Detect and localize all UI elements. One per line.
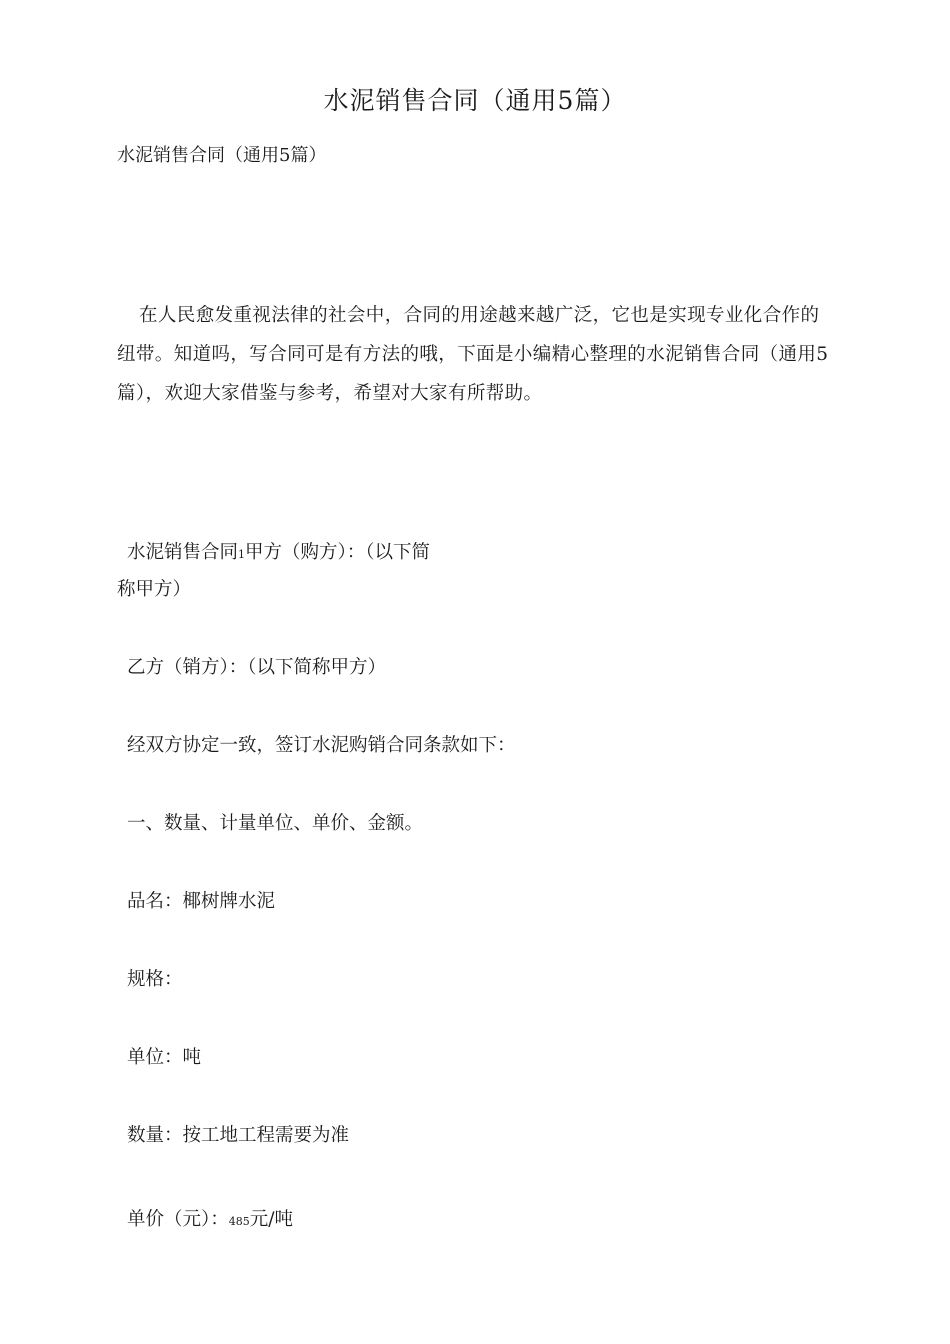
price-value: 485	[228, 1215, 250, 1228]
price-unit: 元/吨	[249, 1209, 293, 1230]
contract1-heading-title: 水泥销售合同	[127, 542, 239, 563]
contract1-heading-continued: 称甲方）	[117, 579, 192, 600]
spec-line: 规格：	[127, 969, 183, 990]
quantity-line: 数量：按工地工程需要为准	[127, 1125, 350, 1146]
contract1-number: 1	[238, 548, 246, 561]
price-line	[127, 1207, 293, 1235]
document-title: 水泥销售合同（通用5篇）	[323, 86, 627, 115]
agreement-line: 经双方协定一致，签订水泥购销合同条款如下：	[127, 735, 516, 756]
contract1-heading	[127, 540, 430, 568]
party-b-line: 乙方（销方）：（以下简称甲方）	[127, 657, 387, 678]
document-subtitle: 水泥销售合同（通用5篇）	[117, 145, 327, 166]
product-name-line: 品名：椰树牌水泥	[127, 891, 276, 912]
section1-heading: 一、数量、计量单位、单价、金额。	[127, 813, 424, 834]
price-label: 单价（元）：	[127, 1209, 229, 1230]
contract1-party-a: 甲方（购方）：（以下简	[245, 542, 431, 563]
intro-paragraph: 在人民愈发重视法律的社会中，合同的用途越来越广泛，它也是实现专业化合作的纽带。知道吗，写合同可是有方法的哦，下面是小编精心整理的水泥销售合同（通用5篇），欢迎大家借鉴与参考，希望对大家有所帮助。	[117, 305, 829, 404]
unit-line: 单位：吨	[127, 1047, 202, 1068]
